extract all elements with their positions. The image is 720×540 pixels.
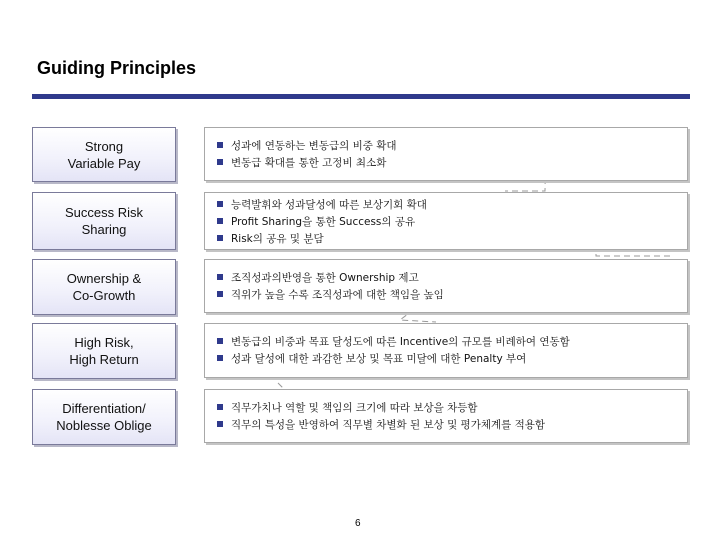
square-bullet-icon bbox=[217, 235, 223, 241]
principle-label: Strong Variable Pay bbox=[32, 127, 176, 182]
square-bullet-icon bbox=[217, 338, 223, 344]
principle-details bbox=[204, 323, 688, 378]
square-bullet-icon bbox=[217, 404, 223, 410]
principle-details bbox=[204, 259, 688, 313]
square-bullet-icon bbox=[217, 274, 223, 280]
principle-details bbox=[204, 192, 688, 250]
square-bullet-icon bbox=[217, 201, 223, 207]
square-bullet-icon bbox=[217, 142, 223, 148]
square-bullet-icon bbox=[217, 355, 223, 361]
principle-label: Differentiation/ Noblesse Oblige bbox=[32, 389, 176, 445]
title-rule bbox=[32, 94, 690, 99]
bullet-item: 변동급 확대를 통한 고정비 최소화 bbox=[217, 155, 679, 172]
bullet-item: 직무의 특성을 반영하여 직무별 차별화 된 보상 및 평가체계를 적용함 bbox=[217, 417, 679, 434]
square-bullet-icon bbox=[217, 218, 223, 224]
bullet-item: 성과에 연동하는 변동급의 비중 확대 bbox=[217, 138, 679, 155]
principle-details bbox=[204, 389, 688, 443]
bullet-item: 변동급의 비중과 목표 달성도에 따른 Incentive의 규모를 비례하여 연동함 bbox=[217, 334, 679, 351]
principle-label: Ownership & Co-Growth bbox=[32, 259, 176, 315]
square-bullet-icon bbox=[217, 159, 223, 165]
bullet-item: 능력발휘와 성과달성에 따른 보상기회 확대 bbox=[217, 197, 679, 214]
bullet-item: 직위가 높을 수록 조직성과에 대한 책임을 높임 bbox=[217, 287, 679, 304]
principle-label: Success Risk Sharing bbox=[32, 192, 176, 250]
bullet-item: 조직성과의반영을 통한 Ownership 제고 bbox=[217, 270, 679, 287]
bullet-item: Risk의 공유 및 분담 bbox=[217, 231, 679, 248]
principle-label: High Risk, High Return bbox=[32, 323, 176, 379]
page-number: 6 bbox=[355, 518, 361, 529]
bullet-item: 성과 달성에 대한 과감한 보상 및 목표 미달에 대한 Penalty 부여 bbox=[217, 351, 679, 368]
page-title: Guiding Principles bbox=[37, 58, 197, 78]
principle-details bbox=[204, 127, 688, 181]
bullet-item: Profit Sharing을 통한 Success의 공유 bbox=[217, 214, 679, 231]
square-bullet-icon bbox=[217, 421, 223, 427]
square-bullet-icon bbox=[217, 291, 223, 297]
bullet-item: 직무가치나 역할 및 책임의 크기에 따라 보상을 차등함 bbox=[217, 400, 679, 417]
